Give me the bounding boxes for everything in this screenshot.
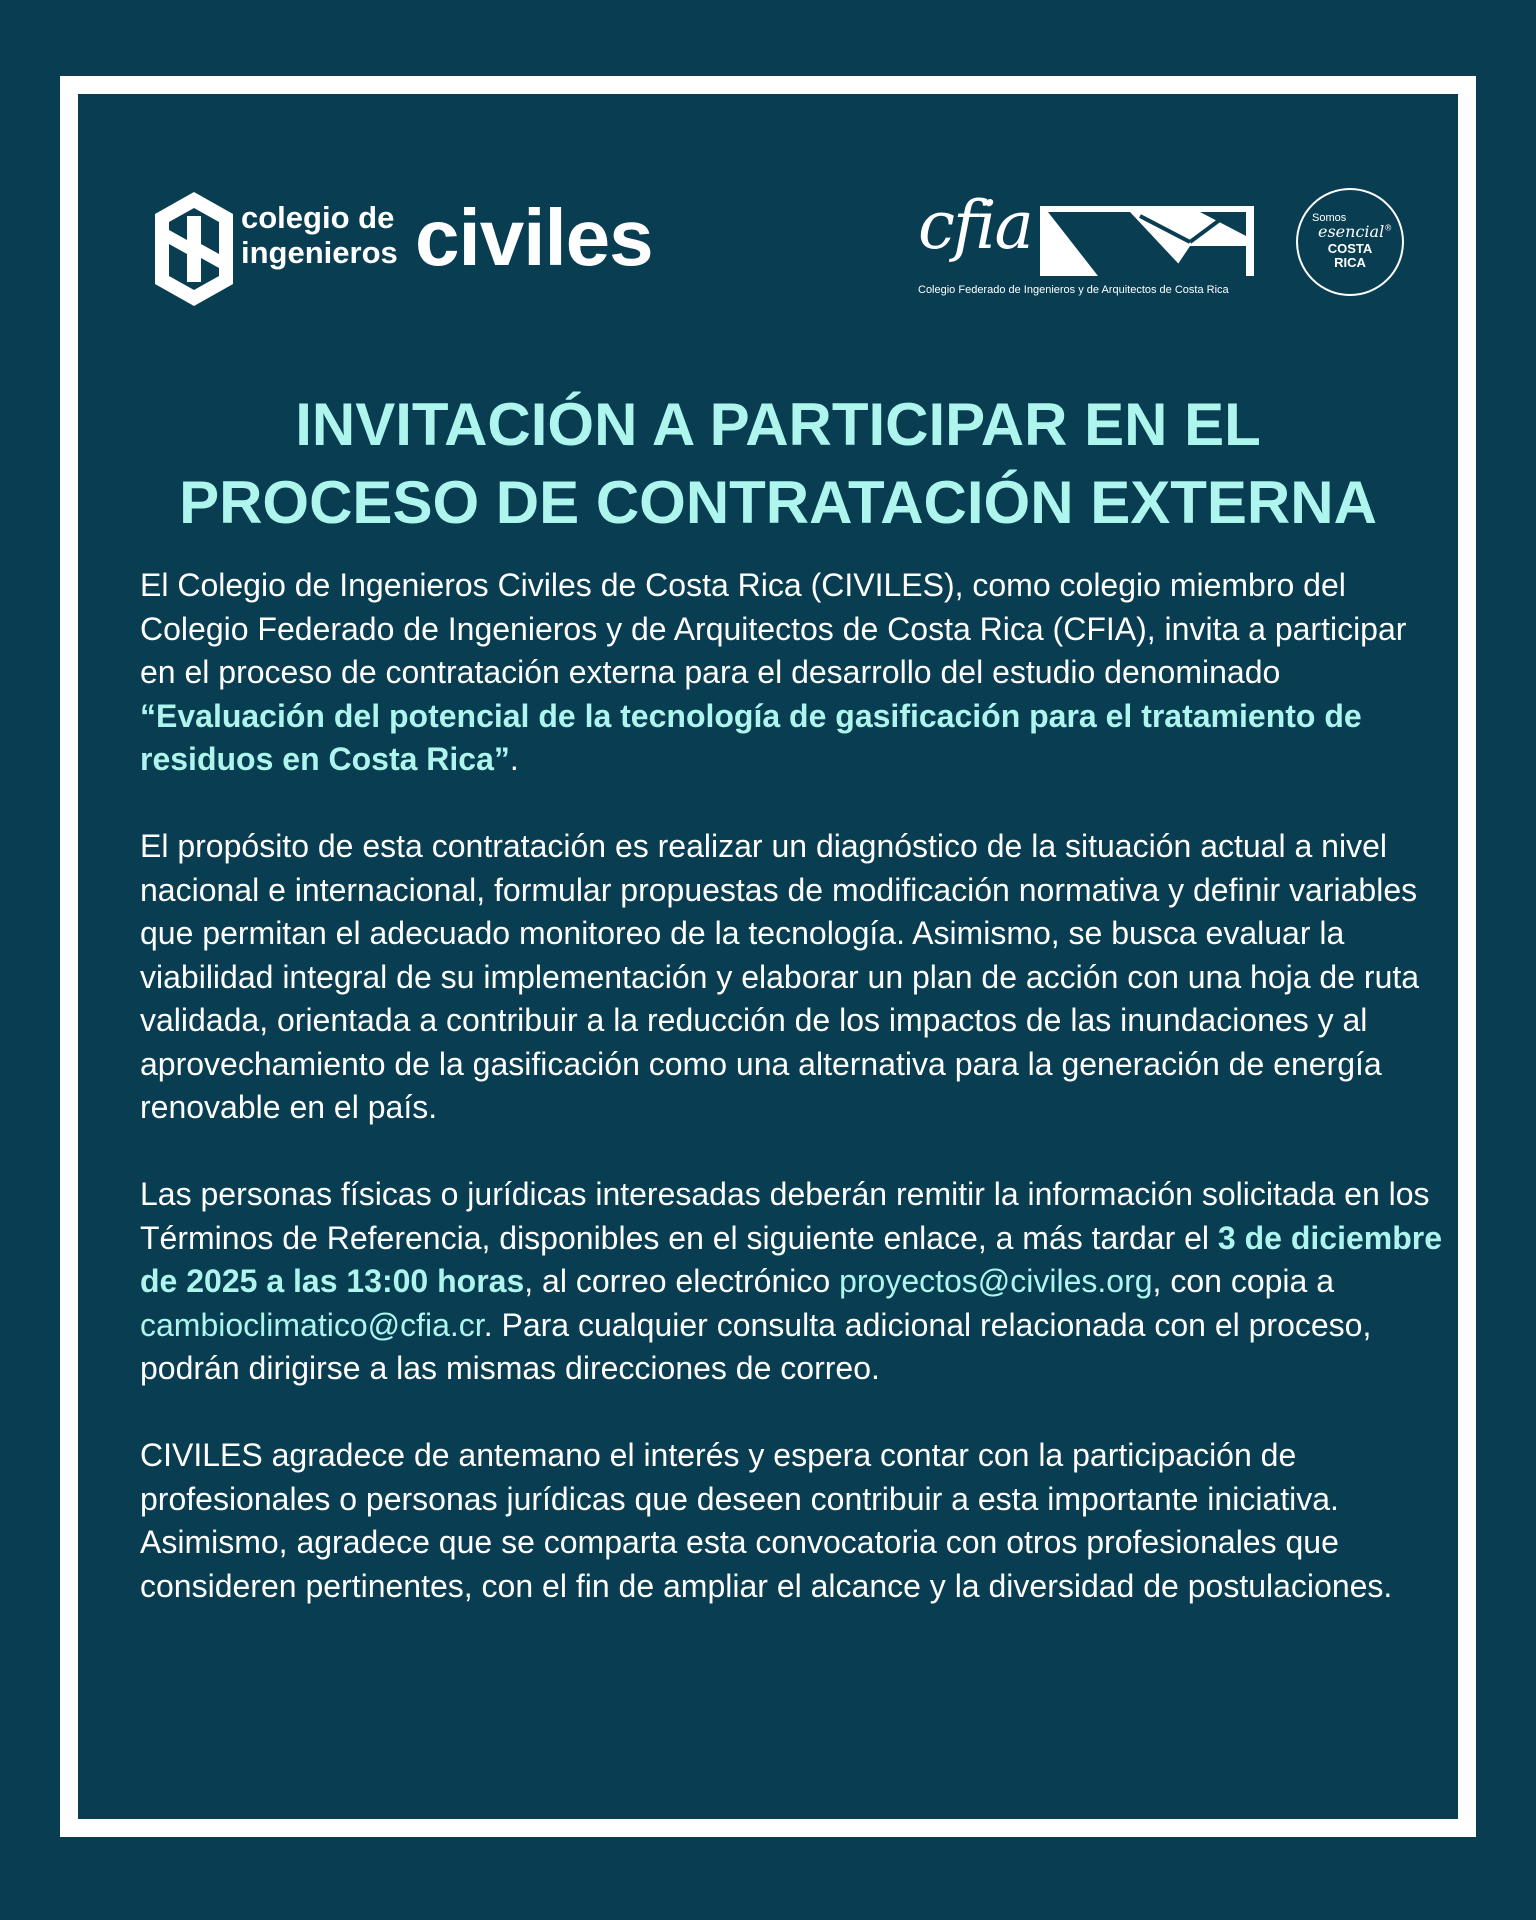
paragraph-invitation: El Colegio de Ingenieros Civiles de Costa Rica (CIVILES), como colegio miembro del Colegio Federado de Ingenieros y de Arquitectos de Costa Rica (CFIA), invita a participar en el proceso de contratación externa para el desarrollo del estudio denominado “Evaluación del potencial de la tecnología de gasificación para el tratamiento de residuos en Costa Rica”. xyxy=(140,567,1407,777)
poster-frame xyxy=(60,76,1476,1837)
deadline-highlight: 3 de diciembre de 2025 a las 13:00 horas xyxy=(140,1219,1443,1299)
email-cambioclimatico-link[interactable]: cambioclimatico@cfia.cr xyxy=(140,1306,484,1343)
badge-esencial: esencial® xyxy=(1318,222,1393,241)
civiles-hexagon-icon xyxy=(153,190,235,308)
cfia-star-graphic-icon xyxy=(1040,206,1254,276)
badge-rica: RICA xyxy=(1334,255,1366,270)
badge-costa: COSTA xyxy=(1327,241,1373,256)
cfia-logo xyxy=(916,187,1256,302)
badge-somos: Somos xyxy=(1312,212,1347,224)
civiles-logo-name: civiles xyxy=(415,193,653,282)
paragraph-purpose: El propósito de esta contratación es realizar un diagnóstico de la situación actual a nivel nacional e internacional, formular propuestas de modificación normativa y definir variables que permitan el adecuado monitoreo de la tecnología. Asimismo, se busca evaluar la viabilidad integral de su implementación y elaborar un plan de acción con una hoja de ruta validada, orientada a contribuir a la reducción de los impactos de las inundaciones y al aprovechamiento de la gasificación como una alternativa para la generación de energía renovable en el país. xyxy=(140,828,1420,1125)
paragraph-submission: Las personas físicas o jurídicas interesadas deberán remitir la información solicitada en los Términos de Referencia, disponibles en el siguiente enlace, a más tardar el 3 de diciembre de 2025 a las 13:00 horas, al correo electrónico proyectos@civiles.org, con copia a cambioclimatico@cfia.cr. Para cualquier consulta adicional relacionada con el proceso, podrán dirigirse a las mismas direcciones de correo. xyxy=(140,1176,1443,1386)
cfia-logo-text: cfia xyxy=(918,187,1032,264)
title-line-1: INVITACIÓN A PARTICIPAR EN EL xyxy=(295,391,1261,458)
badge-costa-rica xyxy=(1298,242,1402,270)
body-text xyxy=(140,564,1450,1652)
civiles-logo-line1: colegio de xyxy=(241,200,395,235)
civiles-logo-line2: ingenieros xyxy=(241,235,398,270)
page-title xyxy=(78,386,1478,542)
cfia-caption: Colegio Federado de Ingenieros y de Arquitectos de Costa Rica xyxy=(918,284,1229,296)
study-title-highlight: “Evaluación del potencial de la tecnología de gasificación para el tratamiento de residuos en Costa Rica” xyxy=(140,697,1362,777)
paragraph-thanks: CIVILES agradece de antemano el interés y espera contar con la participación de profesionales o personas jurídicas que deseen contribuir a esta importante iniciativa. Asimismo, agradece que se comparta esta convocatoria con otros profesionales que consideren pertinentes, con el fin de ampliar el alcance y la diversidad de postulaciones. xyxy=(140,1437,1393,1604)
civiles-logo xyxy=(153,186,713,316)
email-proyectos-link[interactable]: proyectos@civiles.org xyxy=(839,1263,1153,1299)
civiles-logo-subtitle xyxy=(241,200,398,270)
title-line-2: PROCESO DE CONTRATACIÓN EXTERNA xyxy=(179,469,1377,536)
esencial-costa-rica-badge xyxy=(1296,188,1404,296)
